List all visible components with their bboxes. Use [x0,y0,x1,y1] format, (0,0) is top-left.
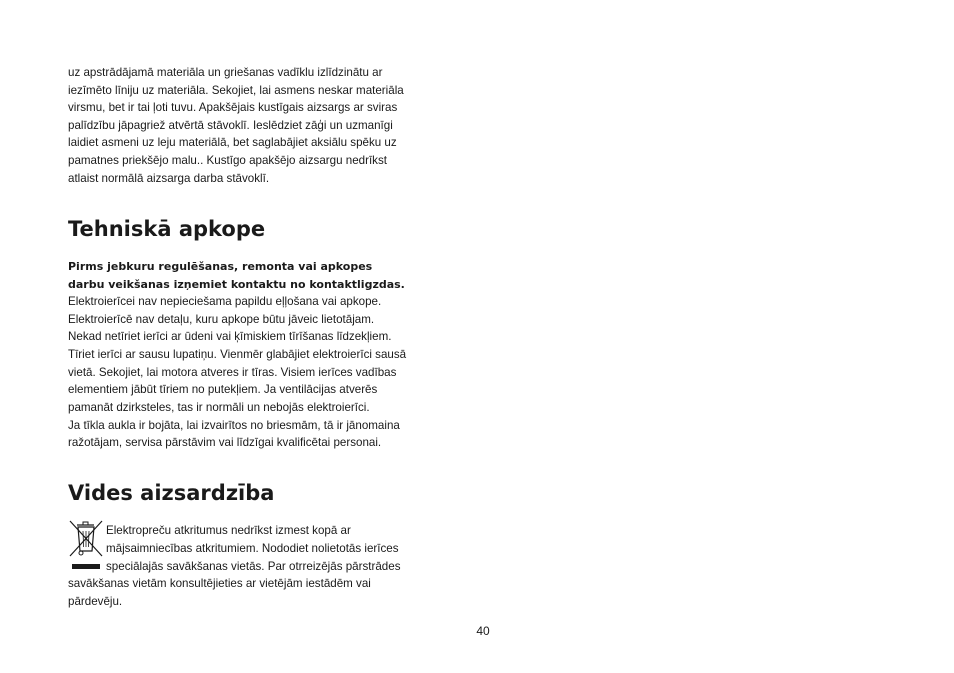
maintenance-line: vietā. Sekojiet, lai motora atveres ir tīras. Visiem ierīces vadības [68,366,397,379]
environment-line: savākšanas vietām konsultējieties ar vietējām iestādēm vai [68,577,371,590]
page-number: 40 [476,624,490,638]
environment-heading: Vides aizsardzība [68,481,275,505]
maintenance-line: Elektroierīcē nav detaļu, kuru apkope būtu jāveic lietotājam. [68,313,375,326]
intro-line: uz apstrādājamā materiāla un griešanas vadīklu izlīdzinātu ar [68,66,383,79]
maintenance-heading: Tehniskā apkope [68,217,266,241]
warning-line: Pirms jebkuru regulēšanas, remonta vai apkopes [68,260,373,273]
warning-line: darbu veikšanas izņemiet kontaktu no kontaktligzdas. [68,278,405,291]
crossed-out-wheelie-bin-icon [68,519,104,573]
maintenance-line: elementiem jābūt tīriem no putekļiem. Ja ventilācijas atverēs [68,383,378,396]
environment-line: speciālajās savākšanas vietās. Par otrreizējās pārstrādes [106,560,401,573]
maintenance-line: Tīriet ierīci ar sausu lupatiņu. Vienmēr glabājiet elektroierīci sausā [68,348,407,361]
maintenance-line: pamanāt dzirksteles, tas ir normāli un nebojās elektroierīci. [68,401,370,414]
intro-line: palīdzību jāpagriež atvērtā stāvoklī. Ieslēdziet zāģi un uzmanīgi [68,119,393,132]
intro-line: pamatnes priekšējo malu.. Kustīgo apakšējo aizsargu nedrīkst [68,154,387,167]
maintenance-line: ražotājam, servisa pārstāvim vai līdzīgai kvalificētai personai. [68,436,382,449]
maintenance-line: Elektroierīcei nav nepieciešama papildu eļļošana vai apkope. [68,295,382,308]
environment-line: Elektropreču atkritumus nedrīkst izmest kopā ar [106,524,351,537]
environment-line: pārdevēju. [68,595,123,608]
intro-line: laidiet asmeni uz leju materiālā, bet saglabājiet aksiālu spēku uz [68,136,397,149]
intro-line: iezīmēto līniju uz materiāla. Sekojiet, lai asmens neskar materiāla [68,84,404,97]
intro-line: atlaist normālā aizsarga darba stāvoklī. [68,172,270,185]
maintenance-line: Ja tīkla aukla ir bojāta, lai izvairītos no briesmām, tā ir jānomaina [68,419,400,432]
intro-line: virsmu, bet ir tai ļoti tuvu. Apakšējais kustīgais aizsargs ar sviras [68,101,398,114]
environment-line: mājsaimniecības atkritumiem. Nododiet nolietotās ierīces [106,542,399,555]
maintenance-line: Nekad netīriet ierīci ar ūdeni vai ķīmiskiem tīrīšanas līdzekļiem. [68,330,392,343]
